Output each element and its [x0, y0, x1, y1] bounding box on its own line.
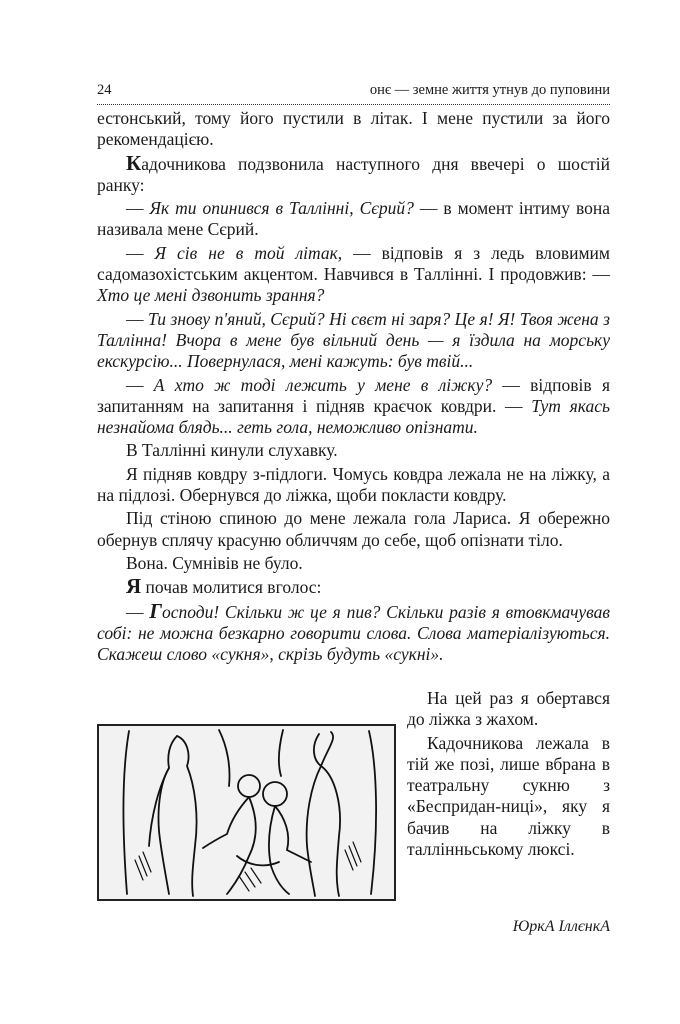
paragraph: [97, 243, 610, 307]
paragraph-text: — відповів я запитанням на запитання і підняв краєчок ковдри. —: [97, 374, 610, 416]
header-rule: [97, 104, 610, 105]
main-text: [97, 108, 610, 667]
dialogue-dash: —: [126, 374, 154, 395]
dialogue-speech: Тут якась незнайома блядь... геть гола, неможливо опізнати.: [97, 395, 610, 438]
page-number: 24: [97, 82, 112, 98]
paragraph-text: Кадочникова лежала в тій же позі, лише вбрана в театральну сукню з «Беспридан-ниці», яку я бачив на ліжку в таллінньському люксі.: [407, 732, 610, 860]
author-byline: ЮркА ІллєнкА: [512, 918, 610, 935]
dialogue-speech: А хто ж тоді лежить у мене в ліжку?: [153, 374, 493, 395]
paragraph-text: — відповів я з ледь вловимим садомазохістським акцентом. Навчився в Таллінні. І продовжив: —: [97, 242, 611, 285]
dialogue-dash: —: [126, 601, 150, 622]
paragraph: [97, 508, 610, 551]
paragraph: [97, 576, 610, 598]
paragraph-text: почав молитися вголос:: [141, 577, 322, 598]
paragraph: [97, 598, 611, 666]
dialogue-dash: —: [126, 308, 148, 329]
initial-letter: Я: [126, 574, 142, 599]
paragraph-text: — в момент інтиму вона називала мене Сєрий.: [97, 198, 610, 240]
paragraph: [407, 733, 610, 861]
paragraph: [97, 198, 610, 241]
sketch-image: [99, 726, 394, 899]
paragraph: [97, 464, 610, 507]
paragraph-text: адочникова подзвонила наступного дня ввечері о шостій ранку:: [97, 153, 610, 195]
paragraph-text: На цей раз я обертався до ліжка з жахом.: [407, 688, 610, 730]
paragraph-text: Вона. Сумнівів не було.: [126, 552, 303, 573]
dialogue-speech: Ти знову п'яний, Сєрий? Ні свєт ні заря? Це я! Я! Твоя жена з Таллінна! Вчора в мене був вільний день — я їздила на морську екскурсію... Повернулася, мені кажуть: був твій...: [97, 308, 610, 372]
dialogue-speech: осподи! Скільки ж це я пив? Скільки разів я втовкмачував собі: не можна безкарно говорити слова. Слова матеріалізуються. Скажеш слово «сукня», скрізь будуть «сукні».: [97, 601, 611, 665]
illustration: [97, 724, 396, 901]
dialogue-dash: —: [126, 242, 155, 263]
dialogue-speech: Я сів не в той літак,: [154, 242, 343, 263]
page-header: [97, 82, 610, 104]
paragraph: [97, 440, 610, 461]
paragraph: [97, 553, 610, 574]
dialogue-speech: Хто це мені дзвонить зрання?: [97, 285, 325, 306]
paragraph: [97, 108, 610, 151]
paragraph-text: естонський, тому його пустили в літак. І мене пустили за його рекомендацією.: [97, 108, 610, 150]
paragraph-text: Я підняв ковдру з-підлоги. Чомусь ковдра лежала не на ліжку, а на підлозі. Обернувся до ліжка, щоби покласти ковдру.: [97, 463, 610, 506]
paragraph: [97, 150, 610, 197]
paragraph: [97, 309, 610, 373]
paragraph: [407, 688, 610, 731]
dialogue-speech: Як ти опинився в Таллінні, Сєрий?: [149, 198, 414, 219]
paragraph-text: Під стіною спиною до мене лежала гола Лариса. Я обережно обернув сплячу красуню обличчям до себе, щоб опізнати тіло.: [97, 508, 610, 550]
dialogue-dash: —: [126, 198, 150, 219]
initial-letter: К: [126, 150, 142, 175]
initial-letter: Г: [149, 598, 162, 623]
side-column-text: [407, 688, 610, 862]
paragraph: [97, 375, 610, 439]
running-title: онє — земне життя утнув до пуповини: [369, 82, 610, 98]
paragraph-text: В Таллінні кинули слухавку.: [126, 440, 338, 461]
